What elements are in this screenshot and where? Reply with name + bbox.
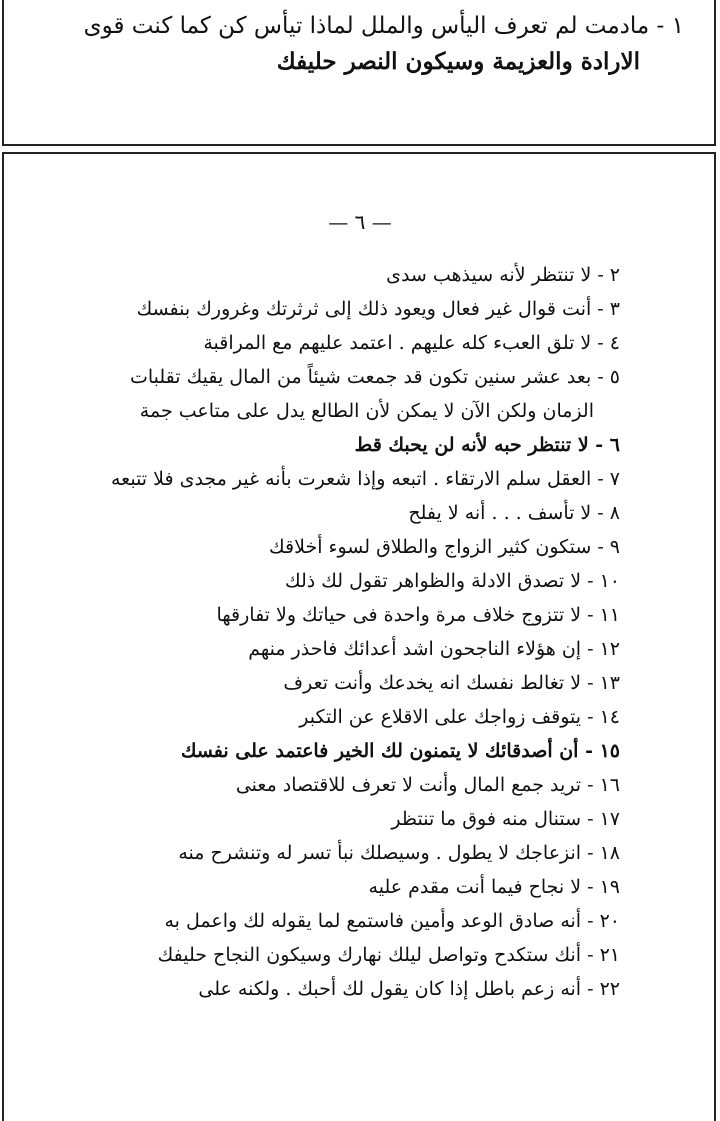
list-item: ٢٢ - أنه زعم باطل إذا كان يقول لك أحبك . ولكنه على [198, 978, 620, 1000]
list-item: ١٧ - ستنال منه فوق ما تنتظر [391, 808, 620, 830]
list-item: ١٢ - إن هؤلاء الناجحون اشد أعدائك فاحذر منهم [248, 638, 620, 660]
page-number: — ٦ — [328, 210, 392, 234]
list-item: ٢٠ - أنه صادق الوعد وأمين فاستمع لما يقوله لك واعمل به [164, 910, 620, 932]
list-item: ١١ - لا تتزوج خلاف مرة واحدة فى حياتك ولا تفارقها [216, 604, 620, 626]
fortune-list [10, 258, 620, 1006]
list-item: ١٨ - انزعاجك لا يطول . وسيصلك نبأ تسر له وتنشرح منه [178, 842, 620, 864]
top-line-1: ١ - مادمت لم تعرف اليأس والملل لماذا تيأس كن كما كنت قوى [83, 13, 684, 39]
list-item: ١٤ - يتوقف زواجك على الاقلاع عن التكبر [299, 706, 620, 728]
list-item: ٤ - لا تلق العبء كله عليهم . اعتمد عليهم مع المراقبة [203, 332, 620, 354]
list-item: ٨ - لا تأسف . . . أنه لا يفلح [408, 502, 620, 524]
top-page-fragment [2, 0, 716, 146]
list-item: ٢١ - أنك ستكدح وتواصل ليلك نهارك وسيكون النجاح حليفك [157, 944, 620, 966]
list-item: ٧ - العقل سلم الارتقاء . اتبعه وإذا شعرت بأنه غير مجدى فلا تتبعه [110, 468, 620, 490]
list-item-continuation: الزمان ولكن الآن لا يمكن لأن الطالع يدل على متاعب جمة [139, 400, 594, 422]
list-item: ٦ - لا تنتظر حبه لأنه لن يحبك قط [354, 434, 620, 456]
list-item: ١٠ - لا تصدق الادلة والظواهر تقول لك ذلك [284, 570, 620, 592]
list-item: ١٦ - تريد جمع المال وأنت لا تعرف للاقتصاد معنى [235, 774, 620, 796]
top-line-2: الارادة والعزيمة وسيكون النصر حليفك [276, 48, 640, 75]
list-item: ١٥ - أن أصدقائك لا يتمنون لك الخير فاعتمد على نفسك [180, 740, 620, 762]
list-item: ٢ - لا تنتظر لأنه سيذهب سدى [386, 264, 620, 286]
list-item: ٩ - ستكون كثير الزواج والطلاق لسوء أخلاقك [269, 536, 620, 558]
list-item: ١٣ - لا تغالط نفسك انه يخدعك وأنت تعرف [283, 672, 620, 694]
list-item: ١٩ - لا نجاح فيما أنت مقدم عليه [368, 876, 620, 898]
list-item: ٣ - أنت قوال غير فعال ويعود ذلك إلى ثرثرتك وغرورك بنفسك [136, 298, 620, 320]
list-item: ٥ - بعد عشر سنين تكون قد جمعت شيئاً من المال يقيك تقلبات [129, 366, 620, 388]
top-text-block [24, 8, 684, 80]
